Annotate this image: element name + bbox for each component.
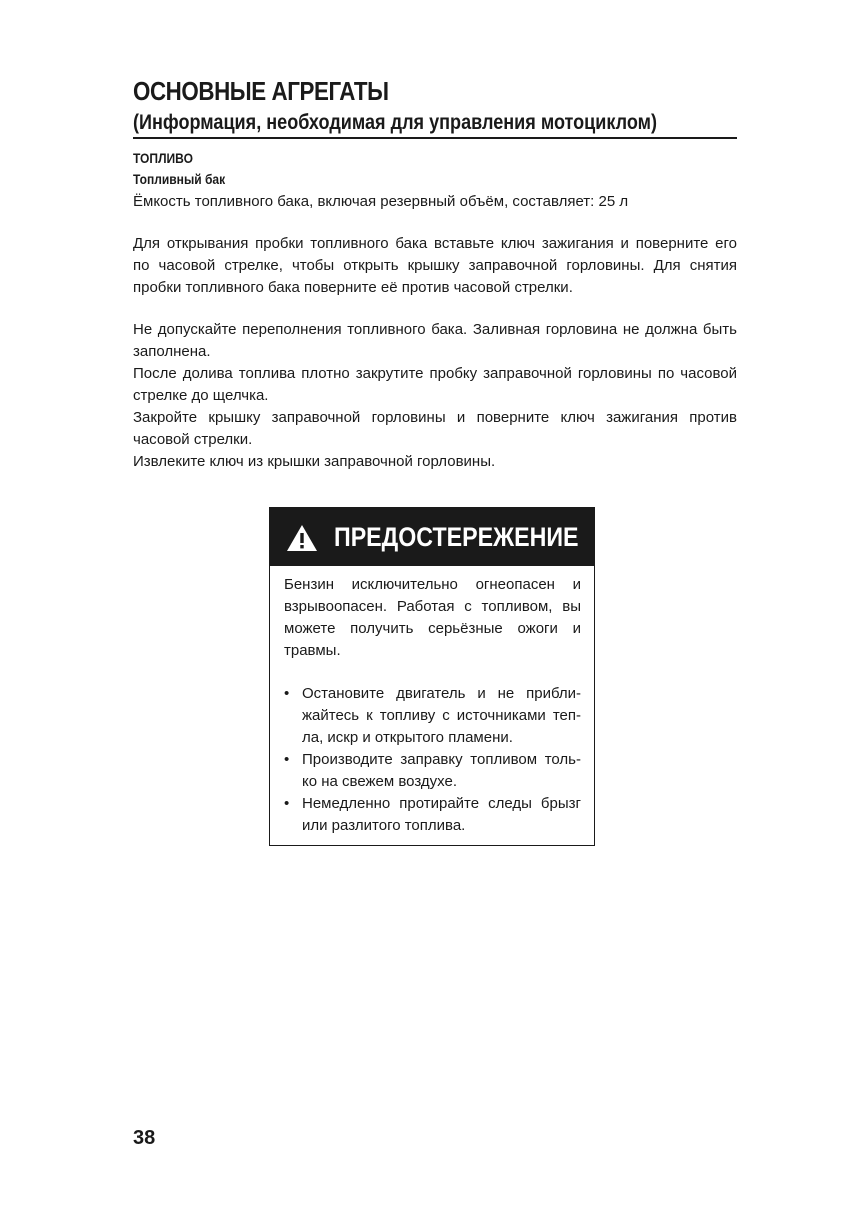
fill-paragraph-line: стрелке до щелчка.: [133, 387, 269, 404]
warning-bullet-line: Немедленно протирайте следы брызг: [302, 795, 581, 812]
warning-bullet-line: ко на свежем воздухе.: [302, 773, 457, 790]
warning-header: [270, 508, 594, 566]
warning-bullet-line: ла, искр и открытого пламени.: [302, 729, 513, 746]
fill-paragraph-line: Извлеките ключ из крышки заправочной горловины.: [133, 453, 496, 470]
open-paragraph-line: по часовой стрелке, чтобы открыть крышку заправочной горловины. Для снятия: [133, 257, 737, 274]
fill-paragraph-line: Закройте крышку заправочной горловины и поверните ключ зажигания против: [133, 409, 737, 426]
warning-bullet-line: или разлитого топлива.: [302, 817, 466, 834]
page-number: 38: [133, 1127, 156, 1149]
warning-title: ПРЕДОСТЕРЕЖЕНИЕ: [334, 522, 579, 552]
warning-box: [269, 507, 595, 846]
warning-bullet-line: Остановите двигатель и не прибли-: [302, 685, 581, 702]
warning-intro-line: травмы.: [284, 642, 341, 659]
capacity-text: Ёмкость топливного бака, включая резервный объём, составляет: 25 л: [133, 193, 629, 210]
page-title: ОСНОВНЫЕ АГРЕГАТЫ: [133, 76, 389, 106]
warning-intro-line: Бензин исключительно огнеопасен и: [284, 576, 581, 593]
warning-intro-line: взрывоопасен. Работая с топливом, вы: [284, 598, 581, 615]
fill-paragraph-line: часовой стрелки.: [133, 431, 253, 448]
warning-intro-line: можете получить серьёзные ожоги и: [284, 620, 581, 637]
fill-paragraph-line: После долива топлива плотно закрутите пробку заправочной горловины по часовой: [133, 365, 737, 382]
bullet-marker: •: [284, 795, 290, 812]
fill-paragraph-line: заполнена.: [133, 343, 211, 360]
warning-bullet-line: Производите заправку топливом толь-: [302, 751, 581, 768]
open-paragraph-line: Для открывания пробки топливного бака вставьте ключ зажигания и поверните его: [133, 235, 737, 252]
title-divider: [133, 137, 737, 139]
subsection-label: Топливный бак: [133, 171, 226, 187]
warning-bullet-line: жайтесь к топливу с источниками теп-: [302, 707, 581, 724]
open-paragraph-line: пробки топливного бака поверните её против часовой стрелки.: [133, 279, 573, 296]
warning-triangle-icon: [286, 524, 318, 552]
page-subtitle: (Информация, необходимая для управления мотоциклом): [133, 111, 658, 134]
bullet-marker: •: [284, 751, 290, 768]
section-label: ТОПЛИВО: [133, 150, 193, 166]
fill-paragraph-line: Не допускайте переполнения топливного бака. Заливная горловина не должна быть: [133, 321, 737, 338]
bullet-marker: •: [284, 685, 290, 702]
